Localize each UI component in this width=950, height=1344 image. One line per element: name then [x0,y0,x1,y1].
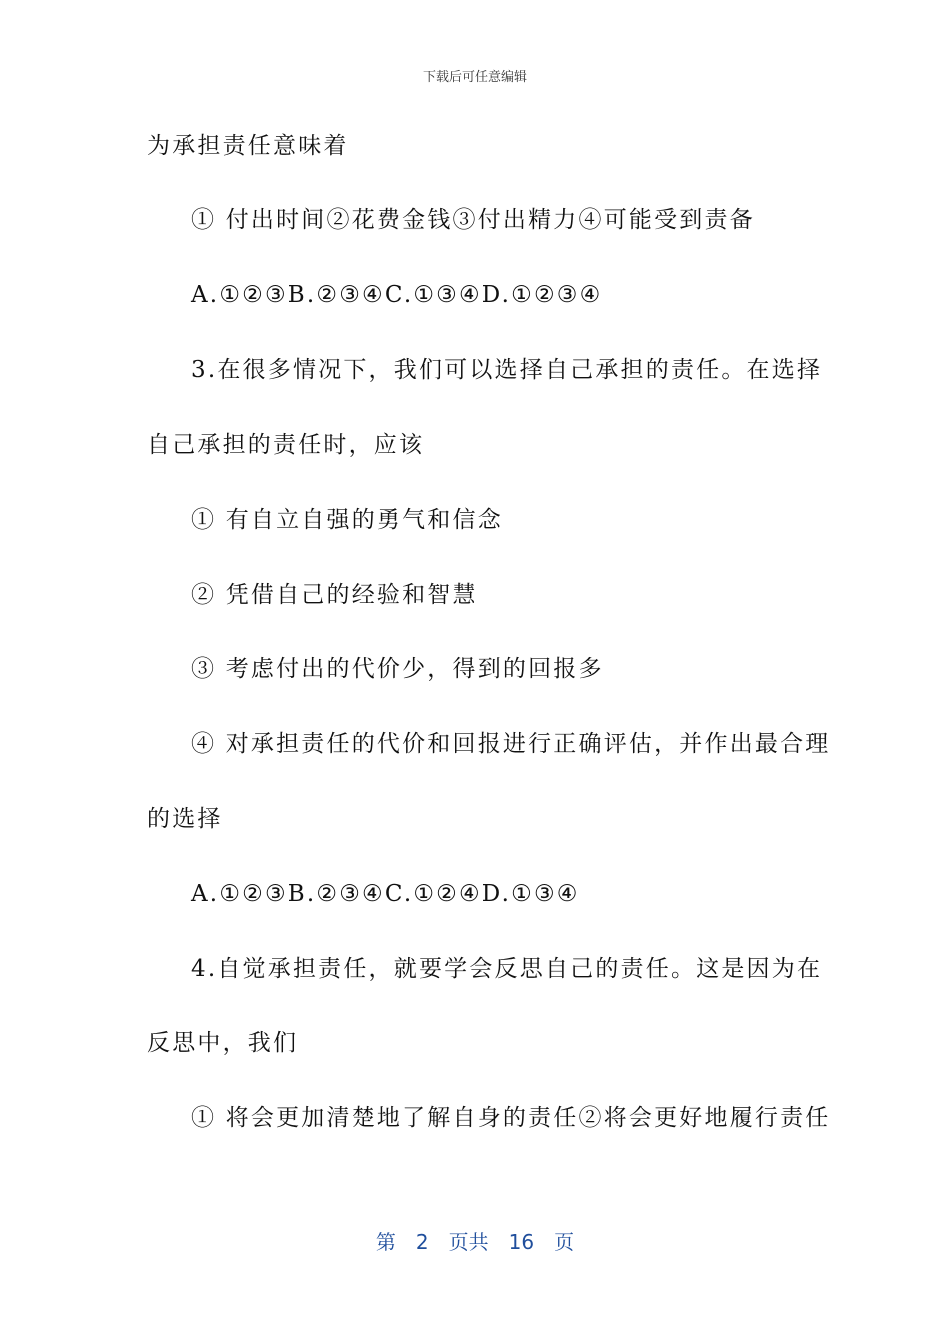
page-footer: 第 2 页共 16 页 [375,1230,575,1254]
answer-options: A.①②③B.②③④C.①③④D.①②③④ [191,282,603,308]
text-line: 反思中，我们 [147,1030,299,1056]
text-line: ① 有自立自强的勇气和信念 [191,507,503,533]
text-line: ② 凭借自己的经验和智慧 [191,582,478,608]
text-line: ① 将会更加清楚地了解自身的责任②将会更好地履行责任 [191,1105,831,1131]
text-line: ③ 考虑付出的代价少，得到的回报多 [191,656,604,682]
answer-options: A.①②③B.②③④C.①②④D.①③④ [191,881,580,907]
text-line: ④ 对承担责任的代价和回报进行正确评估，并作出最合理 [191,731,831,757]
question-3: 3.在很多情况下，我们可以选择自己承担的责任。在选择 [191,357,823,383]
page-header: 下载后可任意编辑 [422,70,527,85]
text-line: 的选择 [147,806,223,832]
text-line: 自己承担的责任时，应该 [147,432,425,458]
text-line: 为承担责任意味着 [147,133,349,159]
text-line: ① 付出时间②花费金钱③付出精力④可能受到责备 [191,207,755,233]
question-4: 4.自觉承担责任，就要学会反思自己的责任。这是因为在 [191,956,823,982]
